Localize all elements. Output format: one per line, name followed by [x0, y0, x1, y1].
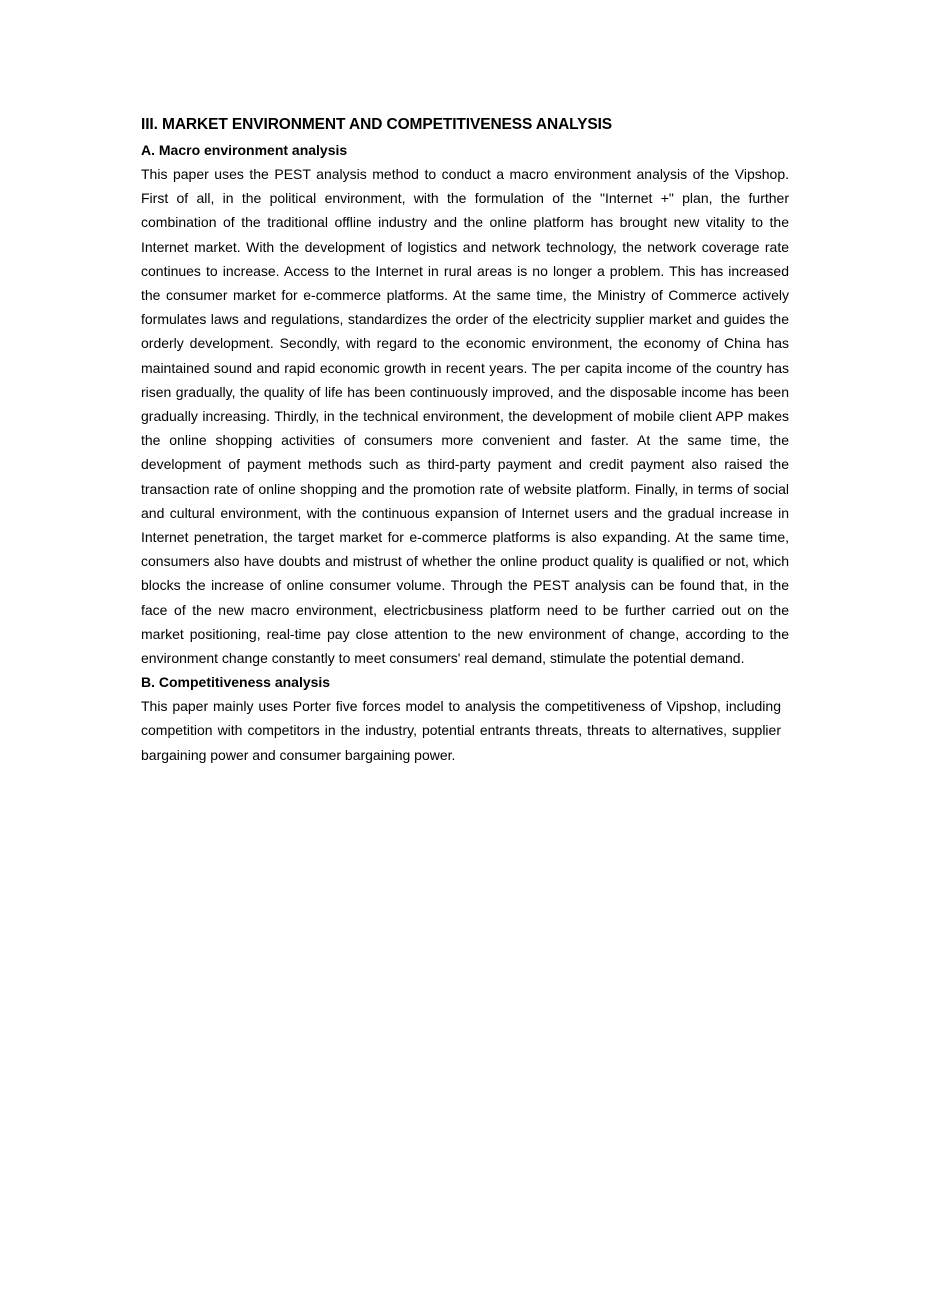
paragraph-competitiveness: This paper mainly uses Porter five forces model to analysis the competitiveness of Vipshop, including competition with competitors in the industry, potential entrants threats, threats to alternatives, supplier bargaining power and consumer bargaining power.: [141, 698, 781, 763]
paragraph-macro-environment: This paper uses the PEST analysis method to conduct a macro environment analysis of the Vipshop. First of all, in the political environment, with the formulation of the "Internet +" plan, the further combination of the traditional offline industry and the online platform has brought new vitality to the Internet market. With the development of logistics and network technology, the network coverage rate continues to increase. Access to the Internet in rural areas is no longer a problem. This has increased the consumer market for e-commerce platforms. At the same time, the Ministry of Commerce actively formulates laws and regulations, standardizes the order of the electricity supplier market and guides the orderly development. Secondly, with regard to the economic environment, the economy of China has maintained sound and rapid economic growth in recent years. The per capita income of the country has risen gradually, the quality of life has been continuously improved, and the disposable income has been gradually increasing. Thirdly, in the technical environment, the development of mobile client APP makes the online shopping activities of consumers more convenient and faster. At the same time, the development of payment methods such as third-party payment and credit payment also raised the transaction rate of online shopping and the promotion rate of website platform. Finally, in terms of social and cultural environment, with the continuous expansion of Internet users and the gradual increase in Internet penetration, the target market for e-commerce platforms is also expanding. At the same time, consumers also have doubts and mistrust of whether the online product quality is qualified or not, which blocks the increase of online consumer volume. Through the PEST analysis can be found that, in the face of the new macro environment, electricbusiness platform need to be further carried out on the market positioning, real-time pay close attention to the new environment of change, according to the environment change constantly to meet consumers' real demand, stimulate the potential demand.: [141, 166, 789, 667]
subsection-title-competitiveness: B. Competitiveness analysis: [141, 674, 331, 691]
subsection-title-macro-environment: A. Macro environment analysis: [141, 142, 348, 158]
document-page: [141, 114, 789, 767]
section-title: III. MARKET ENVIRONMENT AND COMPETITIVENESS ANALYSIS: [141, 116, 613, 133]
